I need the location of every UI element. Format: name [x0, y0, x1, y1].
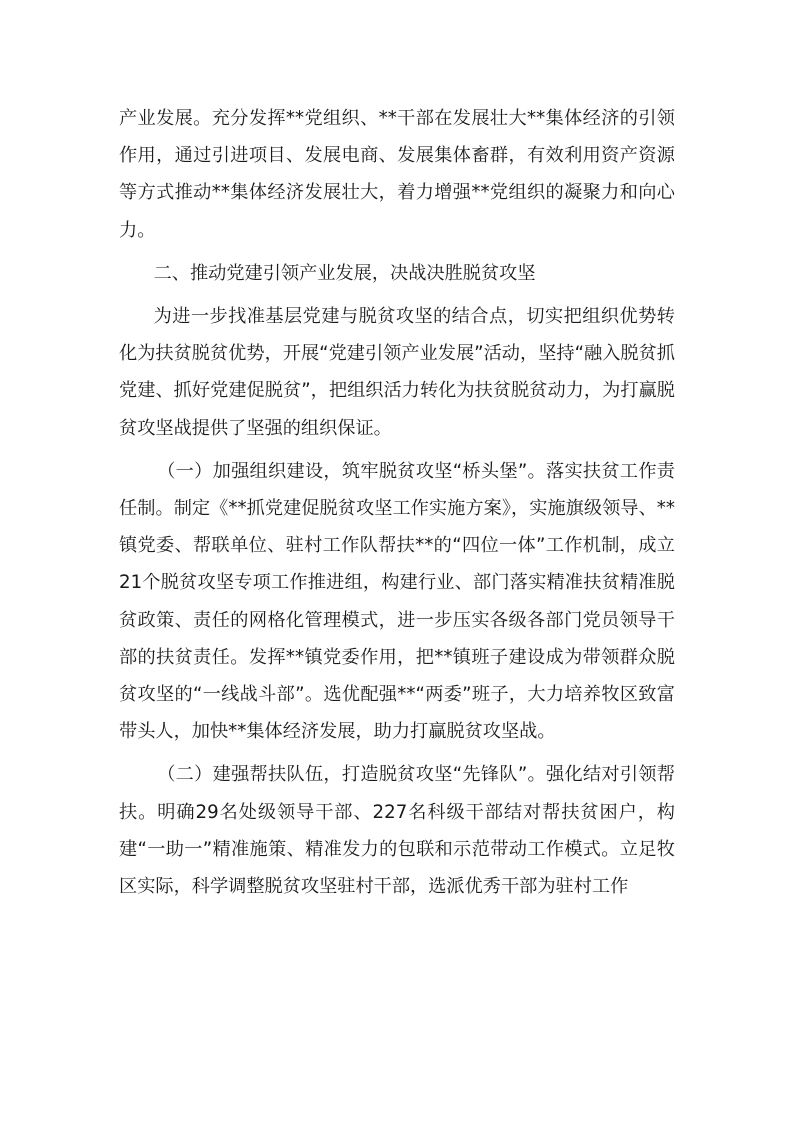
- section-heading-two: 二、推动党建引领产业发展，决战决胜脱贫攻坚: [153, 262, 536, 284]
- paragraph-subsection-one: （一）加强组织建设，筑牢脱贫攻坚“桥头堡”。落实扶贫工作责任制。制定《**抓党建促脱贫攻坚工作实施方案》，实施旗级领导、**镇党委、帮联单位、驻村工作队帮扶**的“四位一体”工作机制，成立21个脱贫攻坚专项工作推进组，构建行业、部门落实精准扶贫精准脱贫政策、责任的网格化管理模式，进一步压实各级各部门党员领导干部的扶贫责任。发挥**镇党委作用，把**镇班子建设成为带领群众脱贫攻坚的“一线战斗部”。选优配强**“两委”班子，大力培养牧区致富带头人，加快**集体经济发展，助力打赢脱贫攻坚战。: [119, 460, 675, 743]
- paragraph-subsection-two: （二）建强帮扶队伍，打造脱贫攻坚“先锋队”。强化结对引领帮扶。明确29名处级领导干部、227名科级干部结对帮扶贫困户，构建“一助一”精准施策、精准发力的包联和示范带动工作模式。立足牧区实际，科学调整脱贫攻坚驻村干部，选派优秀干部为驻村工作: [119, 764, 675, 898]
- document-body: [119, 100, 675, 905]
- paragraph-party-building-poverty: 为进一步找准基层党建与脱贫攻坚的结合点，切实把组织优势转化为扶贫脱贫优势，开展“党建引领产业发展”活动，坚持“融入脱贫抓党建、抓好党建促脱贫”，把组织活力转化为扶贫脱贫动力，为打赢脱贫攻坚战提供了坚强的组织保证。: [119, 306, 675, 439]
- paragraph-industry-development: 产业发展。充分发挥**党组织、**干部在发展壮大**集体经济的引领作用，通过引进项目、发展电商、发展集体畜群，有效利用资产资源等方式推动**集体经济发展壮大，着力增强**党组织的凝聚力和向心力。: [119, 108, 675, 241]
